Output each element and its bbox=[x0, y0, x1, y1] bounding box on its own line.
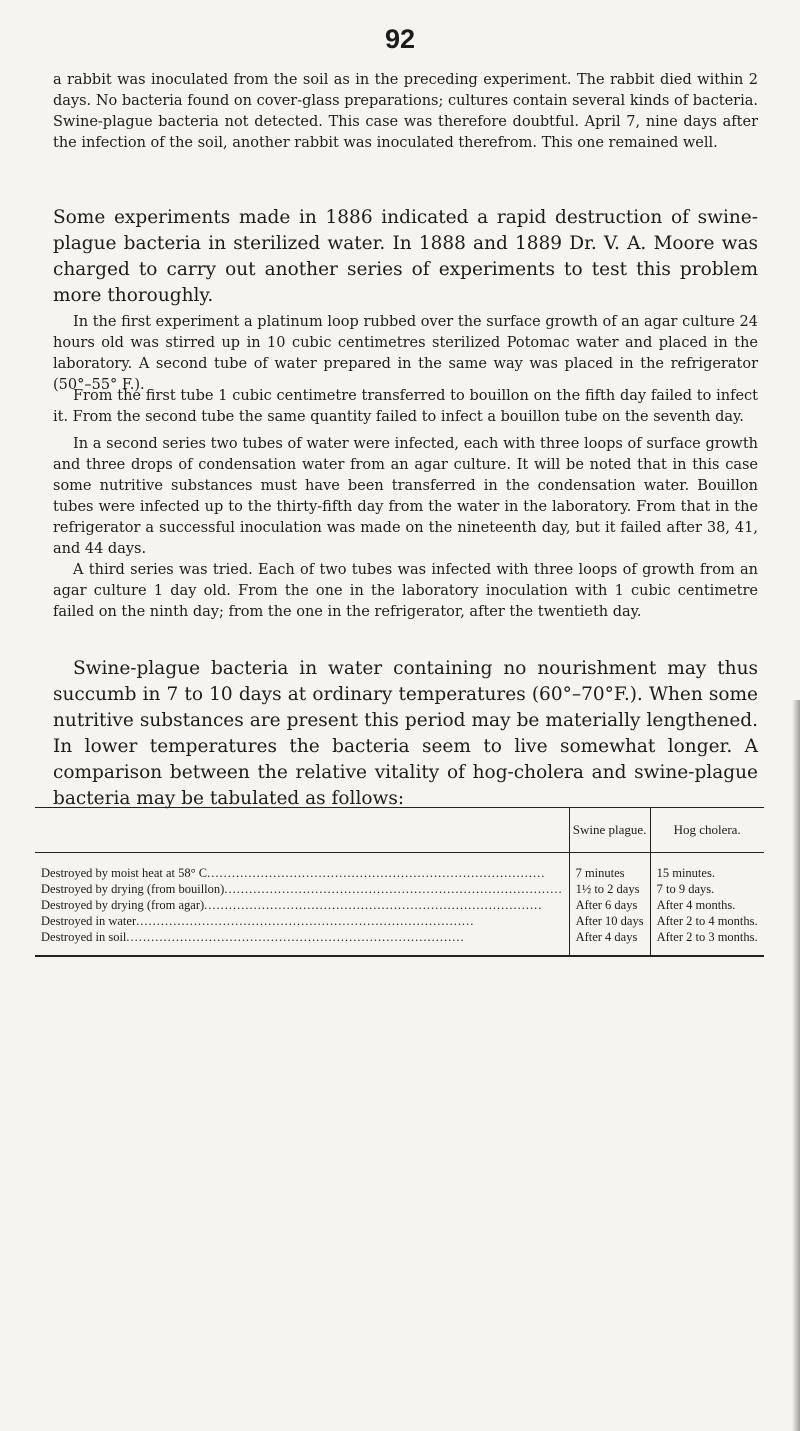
hog-cholera-value: After 2 to 3 months. bbox=[650, 929, 764, 956]
table-row: Destroyed by drying (from bouillon).................................................................................. 1½ to 2 days 7 to 9 days. bbox=[35, 881, 764, 897]
paragraph-third-series: A third series was tried. Each of two tubes was infected with three loops of growth from an agar culture 1 day old. From the one in the laboratory inoculation with 1 cubic centimetre failed on the ninth day; from the one in the refrigerator, after the twentieth day. bbox=[53, 562, 758, 620]
hog-cholera-value: After 2 to 4 months. bbox=[650, 913, 764, 929]
row-label: Destroyed by moist heat at 58° C bbox=[41, 866, 208, 880]
hog-cholera-value: After 4 months. bbox=[650, 897, 764, 913]
swine-plague-value: After 4 days bbox=[569, 929, 650, 956]
table-row: Destroyed by moist heat at 58° C.................................................................................. 7 minutes 15 minutes. bbox=[35, 853, 764, 882]
header-hog-cholera: Hog cholera. bbox=[650, 808, 764, 853]
table-row: Destroyed in soil.................................................................................. After 4 days After 2 to 3 months. bbox=[35, 929, 764, 956]
paragraph-second-series: In a second series two tubes of water were infected, each with three loops of surface growth and three drops of condensation water from an agar culture. It will be noted that in this case some nutritive substances must have been transferred in the condensation water. Bouillon tubes were infected up to the thirty-fifth day from the water in the laboratory. From that in the refrigerator a successful inoculation was made on the nineteenth day, but it failed after 38, 41, and 44 days. bbox=[53, 436, 758, 557]
page-number: 92 bbox=[384, 24, 416, 54]
vitality-comparison-table bbox=[35, 807, 763, 957]
hog-cholera-value: 15 minutes. bbox=[650, 853, 764, 882]
hog-cholera-value: 7 to 9 days. bbox=[650, 881, 764, 897]
table-header-row bbox=[35, 808, 764, 853]
table-row: Destroyed by drying (from agar).................................................................................. After 6 days After 4 months. bbox=[35, 897, 764, 913]
row-label: Destroyed in soil bbox=[41, 930, 127, 944]
swine-plague-value: After 10 days bbox=[569, 913, 650, 929]
paragraph-first-experiment: In the first experiment a platinum loop rubbed over the surface growth of an agar culture 24 hours old was stirred up in 10 cubic centimetres sterilized Potomac water and placed in the laboratory. A second tube of water prepared in the same way was placed in the refrigerator (50°–55° F.). bbox=[53, 314, 758, 393]
page-edge-shadow bbox=[792, 700, 800, 1431]
header-label-column bbox=[35, 808, 569, 853]
swine-plague-value: After 6 days bbox=[569, 897, 650, 913]
swine-plague-value: 7 minutes bbox=[569, 853, 650, 882]
table-row: Destroyed in water.................................................................................. After 10 days After 2 to 4 months. bbox=[35, 913, 764, 929]
header-swine-plague: Swine plague. bbox=[569, 808, 650, 853]
paragraph-rabbit-inoculation: a rabbit was inoculated from the soil as in the preceding experiment. The rabbit died within 2 days. No bacteria found on cover-glass preparations; cultures contain several kinds of bacteria. Swine-plague bacteria not detected. This case was therefore doubtful. April 7, nine days after the infection of the soil, another rabbit was inoculated therefrom. This one remained well. bbox=[53, 72, 758, 151]
row-label: Destroyed in water bbox=[41, 914, 137, 928]
paragraph-first-results: From the first tube 1 cubic centimetre transferred to bouillon on the fifth day failed to infect it. From the second tube the same quantity failed to infect a bouillon tube on the seventh day. bbox=[53, 388, 758, 425]
paragraph-conclusion: Swine-plague bacteria in water containing no nourishment may thus succumb in 7 to 10 days at ordinary temperatures (60°–70°F.). When some nutritive substances are present this period may be materially lengthened. In lower temperatures the bacteria seem to live somewhat longer. A comparison between the relative vitality of hog-cholera and swine-plague bacteria may be tabulated as follows: bbox=[53, 658, 758, 809]
swine-plague-value: 1½ to 2 days bbox=[569, 881, 650, 897]
row-label: Destroyed by drying (from agar) bbox=[41, 898, 205, 912]
row-label: Destroyed by drying (from bouillon) bbox=[41, 882, 225, 896]
paragraph-experiments-intro: Some experiments made in 1886 indicated a rapid destruction of swine-plague bacteria in sterilized water. In 1888 and 1889 Dr. V. A. Moore was charged to carry out another series of experiments to test this problem more thoroughly. bbox=[53, 207, 758, 306]
